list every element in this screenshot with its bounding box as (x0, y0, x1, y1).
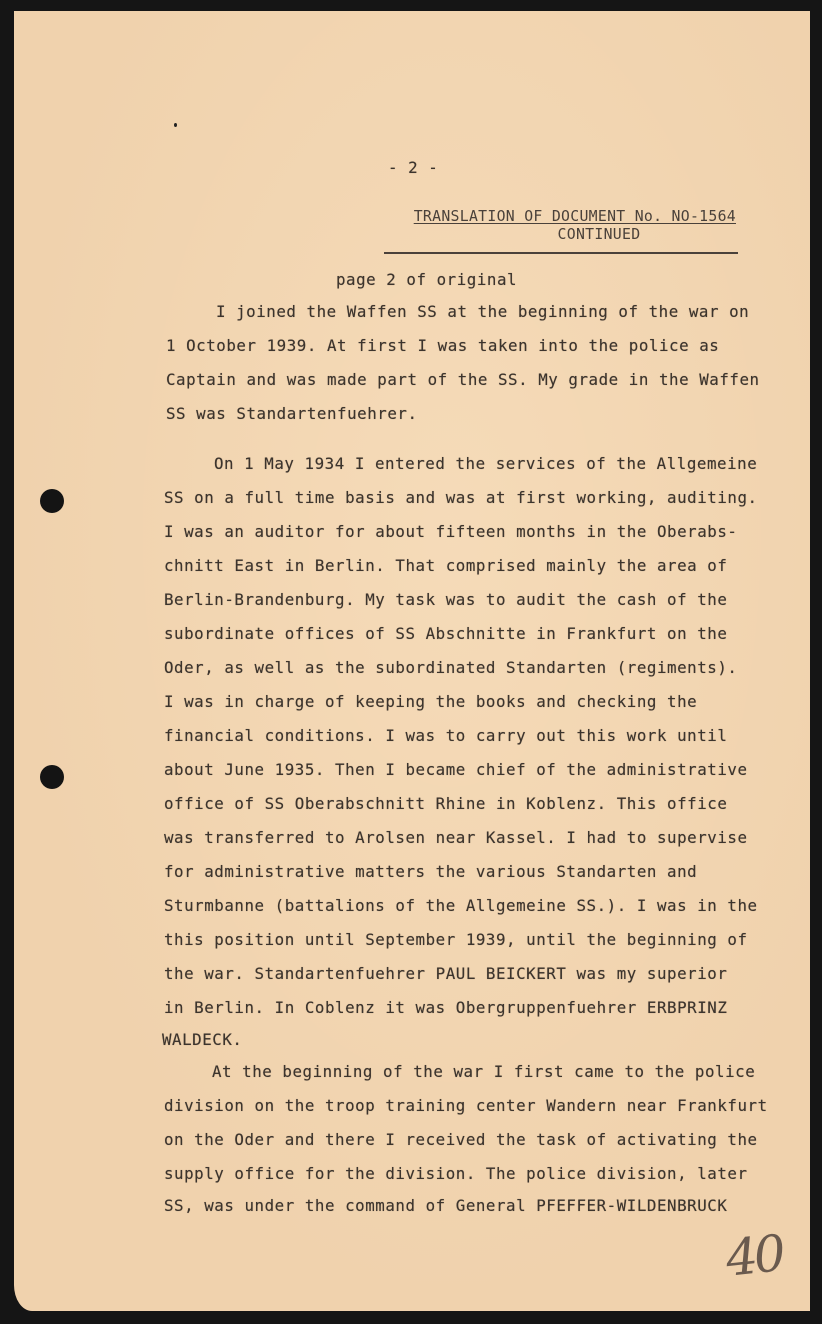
text-line: 1 October 1939. At first I was taken into the police as (166, 336, 720, 355)
text-line: supply office for the division. The police division, later (164, 1164, 748, 1183)
text-line: Berlin-Brandenburg. My task was to audit the cash of the (164, 590, 728, 609)
ink-speck (174, 123, 177, 127)
page-number: - 2 - (388, 158, 439, 177)
text-line: chnitt East in Berlin. That comprised mainly the area of (164, 556, 728, 575)
text-line: WALDECK. (162, 1030, 243, 1049)
heading-title: TRANSLATION OF DOCUMENT No. NO-1564 (413, 208, 736, 225)
text-line: this position until September 1939, until the beginning of (164, 930, 748, 949)
text-line: division on the troop training center Wandern near Frankfurt (164, 1096, 768, 1115)
text-line: SS was Standartenfuehrer. (166, 404, 418, 423)
text-line: Sturmbanne (battalions of the Allgemeine SS.). I was in the (164, 896, 758, 915)
heading-continued: CONTINUED (557, 226, 641, 243)
text-line: SS on a full time basis and was at first working, auditing. (164, 488, 758, 507)
text-line: for administrative matters the various Standarten and (164, 862, 698, 881)
punch-hole (40, 489, 64, 513)
text-line: On 1 May 1934 I entered the services of the Allgemeine (214, 454, 758, 473)
text-line: financial conditions. I was to carry out this work until (164, 726, 728, 745)
text-line: I was an auditor for about fifteen months in the Oberabs- (164, 522, 738, 541)
original-page-note: page 2 of original (336, 270, 518, 289)
text-line: on the Oder and there I received the task of activating the (164, 1130, 758, 1149)
text-line: Oder, as well as the subordinated Standarten (regiments). (164, 658, 738, 677)
text-line: office of SS Oberabschnitt Rhine in Koblenz. This office (164, 794, 728, 813)
text-line: Captain and was made part of the SS. My grade in the Waffen (166, 370, 760, 389)
text-line: I joined the Waffen SS at the beginning of the war on (216, 302, 750, 321)
text-line: At the beginning of the war I first came to the police (212, 1062, 756, 1081)
document-heading (372, 208, 736, 244)
heading-underline (384, 252, 738, 254)
text-line: about June 1935. Then I became chief of the administrative (164, 760, 748, 779)
text-line: was transferred to Arolsen near Kassel. I had to supervise (164, 828, 748, 847)
text-line: SS, was under the command of General PFEFFER-WILDENBRUCK (164, 1196, 728, 1215)
text-line: I was in charge of keeping the books and checking the (164, 692, 698, 711)
punch-hole (40, 765, 64, 789)
text-line: the war. Standartenfuehrer PAUL BEICKERT was my superior (164, 964, 728, 983)
handwritten-page-mark: 40 (723, 1224, 785, 1288)
text-line: subordinate offices of SS Abschnitte in Frankfurt on the (164, 624, 728, 643)
text-line: in Berlin. In Coblenz it was Obergruppenfuehrer ERBPRINZ (164, 998, 728, 1017)
